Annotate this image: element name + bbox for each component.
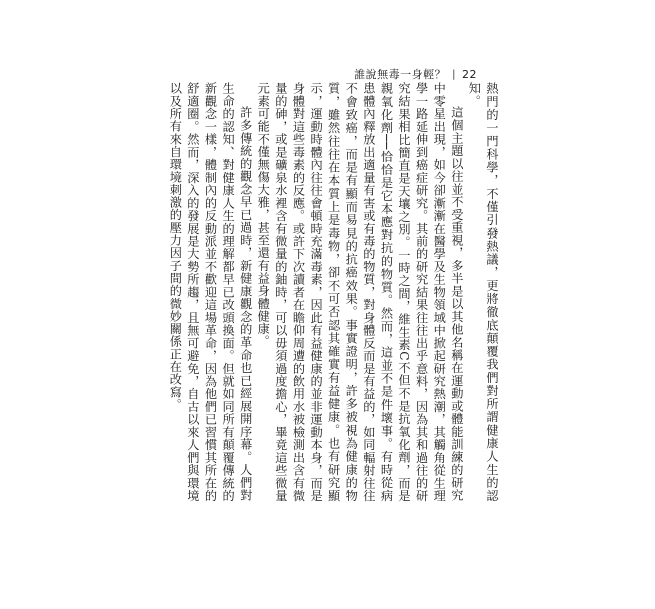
page-number: 22	[462, 67, 477, 81]
paragraph-2: 這個主題以往並不受重視，多半是以其他名稱在運動或體能訓練的研究中零星出現，如今卻漸漸在醫學及生物領域中掀起研究熱潮，其觸角從生理學一路延伸到癌症研究。其前的研究結果往往出乎意料，因為其和過往的研究結果相比簡直是天壤之別。一時之間，維生素C不但不是抗氧化劑，而是親氧化劑──恰恰是它本應對抗的物質。然而，這並不是件壞事。有時從病患體內釋放出適量有害或有毒的物質，對身體反而是有益的，如同輻射往往不會致癌，而是有顯而易見的抗癌效果。事實證明，許多被視為健康的物質，雖然往往在本質上是毒物，卻不可否認其確實有益健康。也有研究顯示，運動時體內往往會頓時充滿毒素，因此有益健康的並非運動本身，而是身體對這些毒素的反應。或許下次讀者在瞻仰周遭的飲用水被檢測出含有微量的砷，或是礦泉水裡含有微量的鈾時，可以毋須過度擔心，畢竟這些微量元素可能不僅無傷大雅，甚至還有益身體健康。	[256, 82, 464, 502]
header-separator: |	[452, 68, 456, 80]
running-header	[354, 66, 477, 82]
body-text	[168, 82, 500, 502]
paragraph-3: 許多傳統的觀念早已過時，新健康觀念的革命也已經展開序幕。人們對生命的認知、對健康人生的理解都早已改頭換面。但就如同所有顛覆傳統的新觀念一樣，體制內的反動派並不歡迎這場革命，因為他們已習慣其所在的舒適圈。然而，深入的發展是大勢所趨，且無可避免，自古以來人們與環境以及所有來自環境刺激的壓力因子間的微妙關係正在改寫。	[168, 82, 253, 502]
chapter-title: 誰說無毒一身輕？	[354, 68, 447, 81]
paragraph-1: 熱門的一門科學，不僅引發熱議，更將徹底顛覆我們對所謂健康人生的認知。	[467, 82, 499, 502]
